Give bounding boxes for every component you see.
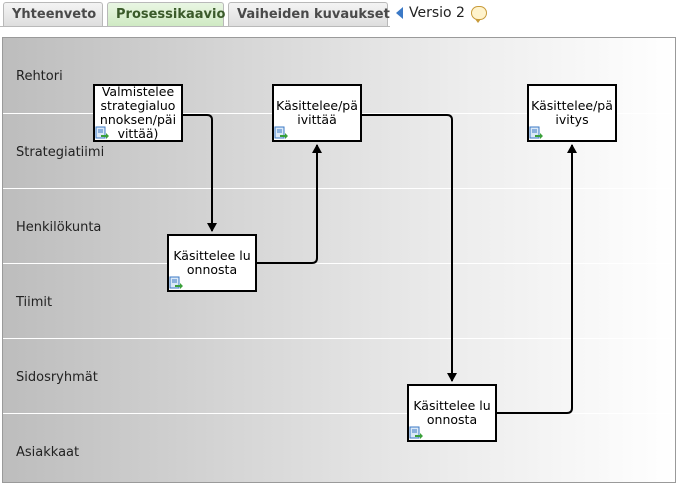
- task-document-icon[interactable]: [169, 276, 183, 290]
- process-diagram: [2, 37, 676, 483]
- process-step-label: Käsittelee luonnosta: [173, 248, 251, 277]
- task-document-icon[interactable]: [529, 126, 543, 140]
- connector-arrow: [497, 145, 572, 413]
- connector-arrow: [362, 115, 452, 381]
- swimlane-label: Tiimit: [16, 295, 53, 310]
- connector-arrow: [257, 145, 317, 263]
- tab-vaiheiden-kuvaukset[interactable]: [228, 2, 388, 26]
- version-selector[interactable]: [396, 3, 487, 23]
- tab-bar: [0, 0, 678, 30]
- swimlane-label: Henkilökunta: [16, 220, 102, 235]
- task-document-icon[interactable]: [274, 126, 288, 140]
- process-step-label: Valmistelee strategialuonnoksen/päivittää): [99, 84, 177, 141]
- tab-label: Prosessikaavio: [116, 7, 226, 22]
- process-step-label: Käsittelee/päivitys: [531, 98, 613, 127]
- connector-arrow: [183, 115, 212, 231]
- tab-label: Yhteenveto: [12, 7, 97, 22]
- swimlane-label: Rehtori: [16, 69, 63, 84]
- tab-divider: [0, 26, 390, 27]
- process-step-label: Käsittelee luonnosta: [413, 398, 491, 427]
- swimlane-label: Asiakkaat: [16, 445, 80, 460]
- tab-label: Vaiheiden kuvaukset: [237, 7, 390, 22]
- tab-prosessikaavio[interactable]: [107, 2, 224, 26]
- swimlane-label: Strategiatiimi: [16, 145, 105, 160]
- version-label: Versio 2: [409, 5, 465, 21]
- swimlane-label: Sidosryhmät: [16, 370, 98, 385]
- tab-yhteenveto[interactable]: [3, 2, 103, 26]
- process-step-label: Käsittelee/päivittää: [276, 98, 358, 127]
- task-document-icon[interactable]: [409, 426, 423, 440]
- previous-version-icon[interactable]: [396, 7, 403, 19]
- task-document-icon[interactable]: [95, 126, 109, 140]
- comments-icon[interactable]: [471, 6, 487, 20]
